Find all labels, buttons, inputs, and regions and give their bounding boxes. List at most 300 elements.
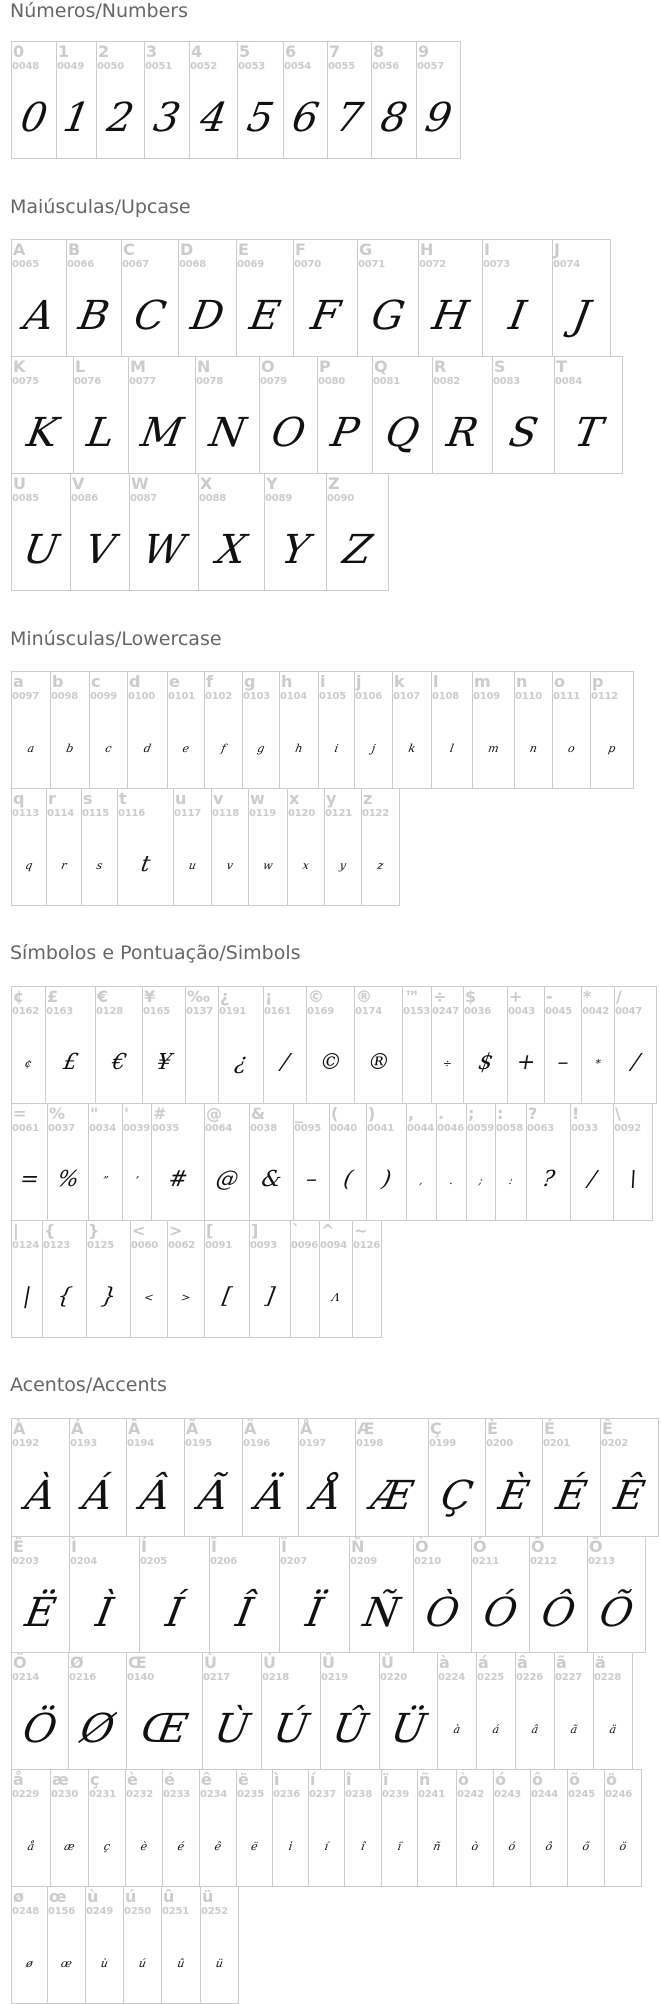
character-cell <box>432 356 493 474</box>
glyph-preview: W <box>139 527 189 573</box>
character-cell <box>202 1652 262 1770</box>
character-cell <box>493 1769 531 1887</box>
character-label: û <box>163 1887 175 1906</box>
character-code: 0228 <box>594 1672 622 1683</box>
character-label: p <box>592 672 604 691</box>
character-code: 0113 <box>12 808 40 819</box>
character-cell <box>495 1103 527 1221</box>
glyph-preview: Ó <box>480 1589 521 1636</box>
glyph-preview: 3 <box>150 95 184 141</box>
character-label: 5 <box>239 42 251 61</box>
glyph-preview: ø <box>25 1956 34 1970</box>
glyph-preview: 2 <box>103 95 138 141</box>
character-cell <box>173 788 212 906</box>
character-code: 0035 <box>152 1123 180 1134</box>
glyph-preview: ÷ <box>441 1056 454 1070</box>
glyph-preview: 9 <box>421 95 456 141</box>
glyph-preview: 6 <box>288 95 323 141</box>
glyph-preview: q <box>24 858 34 872</box>
character-label: a <box>13 672 24 691</box>
glyph-preview: à <box>452 1722 462 1736</box>
accents-grid-row <box>0 1652 661 1769</box>
character-label: Y <box>266 474 278 493</box>
character-code: 0067 <box>122 259 150 270</box>
character-label: \ <box>615 1104 621 1123</box>
character-cell <box>11 986 46 1104</box>
character-code: 0214 <box>12 1672 40 1683</box>
glyph-preview: á <box>491 1722 501 1736</box>
character-code: 0036 <box>464 1006 492 1017</box>
character-cell <box>11 671 51 789</box>
character-cell <box>463 986 508 1104</box>
character-code: 0053 <box>238 61 266 72</box>
character-label: ÷ <box>433 987 447 1006</box>
character-code: 0196 <box>243 1438 271 1449</box>
character-cell <box>529 1536 588 1653</box>
glyph-preview: o <box>567 741 576 755</box>
character-cell <box>279 1536 350 1653</box>
character-label: , <box>408 1104 415 1123</box>
character-code: 0120 <box>288 808 316 819</box>
character-code: 0121 <box>325 808 353 819</box>
character-label: * <box>583 987 592 1006</box>
character-code: 0057 <box>417 61 445 72</box>
character-label: Ø <box>70 1653 84 1672</box>
character-code: 0119 <box>249 808 277 819</box>
character-code: 0237 <box>309 1789 337 1800</box>
character-cell <box>354 986 403 1104</box>
character-cell <box>392 671 432 789</box>
character-code: 0100 <box>128 691 156 702</box>
character-cell <box>69 1418 127 1537</box>
character-code: 0153 <box>403 1006 431 1017</box>
character-cell <box>417 1769 457 1887</box>
character-code: 0043 <box>508 1006 536 1017</box>
character-cell <box>290 1220 320 1338</box>
character-code: 0193 <box>70 1438 98 1449</box>
glyph-preview: 0 <box>17 95 51 141</box>
character-label: ¥ <box>144 987 156 1006</box>
glyph-preview: B <box>75 293 113 339</box>
character-cell <box>272 1769 309 1887</box>
character-label: 2 <box>98 42 110 61</box>
glyph-preview: : <box>507 1173 515 1187</box>
character-label: Æ <box>357 1419 375 1438</box>
character-code: 0105 <box>319 691 347 702</box>
character-label: à <box>439 1653 450 1672</box>
glyph-preview: ¥ <box>154 1050 174 1075</box>
glyph-preview: ô <box>544 1839 554 1853</box>
character-label: v <box>213 789 224 808</box>
character-cell <box>317 356 373 474</box>
glyph-preview: Ê <box>610 1472 649 1519</box>
character-label: Œ <box>128 1653 147 1672</box>
glyph-preview: ( <box>341 1167 355 1192</box>
glyph-preview: > <box>180 1290 192 1304</box>
character-code: 0210 <box>414 1556 442 1567</box>
character-code: 0202 <box>601 1438 629 1449</box>
character-label: # <box>153 1104 167 1123</box>
character-label: Ê <box>602 1419 613 1438</box>
character-code: 0213 <box>588 1556 616 1567</box>
character-label: Ë <box>13 1537 24 1556</box>
glyph-preview: L <box>83 410 119 456</box>
character-label: 4 <box>191 42 203 61</box>
character-cell <box>11 1103 48 1221</box>
character-code: 0233 <box>163 1789 191 1800</box>
character-label: b <box>52 672 64 691</box>
character-cell <box>189 41 238 159</box>
character-cell <box>56 41 97 159</box>
character-cell <box>47 1886 86 2004</box>
character-cell <box>472 671 515 789</box>
character-label: w <box>250 789 265 808</box>
glyph-preview: ù <box>99 1956 110 1970</box>
character-label: : <box>497 1104 504 1123</box>
character-label: g <box>244 672 256 691</box>
character-label: ? <box>528 1104 538 1123</box>
character-cell <box>402 986 432 1104</box>
character-code: 0123 <box>43 1240 71 1251</box>
character-code: 0225 <box>477 1672 505 1683</box>
character-code: 0232 <box>126 1789 154 1800</box>
glyph-preview: I <box>505 293 530 339</box>
character-cell <box>248 788 288 906</box>
character-label: e <box>169 672 180 691</box>
character-code: 0238 <box>345 1789 373 1800</box>
character-label: Ó <box>473 1537 487 1556</box>
character-code: 0209 <box>350 1556 378 1567</box>
character-cell <box>117 788 174 906</box>
glyph-preview: ï <box>396 1839 403 1853</box>
character-label: î <box>346 1770 352 1789</box>
character-cell <box>379 1652 438 1770</box>
glyph-preview: G <box>367 293 409 339</box>
lowercase-grid-row <box>0 671 661 788</box>
glyph-preview: – <box>303 1167 320 1192</box>
character-code: 0192 <box>12 1438 40 1449</box>
character-cell <box>89 671 128 789</box>
character-cell <box>263 986 307 1104</box>
character-code: 0137 <box>186 1006 214 1017</box>
character-code: 0095 <box>294 1123 322 1134</box>
character-label: = <box>13 1104 27 1123</box>
glyph-preview: M <box>137 410 187 456</box>
character-cell <box>237 41 284 159</box>
glyph-preview: i <box>333 741 340 755</box>
character-cell <box>507 986 545 1104</box>
character-code: 0087 <box>130 493 158 504</box>
character-code: 0084 <box>555 376 583 387</box>
character-label: @ <box>206 1104 222 1123</box>
character-code: 0093 <box>250 1240 278 1251</box>
character-cell <box>428 1418 486 1537</box>
character-code: 0169 <box>307 1006 335 1017</box>
character-cell <box>127 671 168 789</box>
glyph-preview: Y <box>278 527 313 573</box>
glyph-preview: 5 <box>243 95 278 141</box>
character-code: 0156 <box>48 1906 76 1917</box>
character-code: 0091 <box>205 1240 233 1251</box>
character-label: L <box>75 357 86 376</box>
character-code: 0114 <box>47 808 75 819</box>
character-label: © <box>308 987 324 1006</box>
character-code: 0068 <box>179 259 207 270</box>
character-cell <box>121 239 179 357</box>
glyph-preview: 8 <box>377 95 411 141</box>
character-code: 0037 <box>48 1123 76 1134</box>
glyph-preview: ú <box>137 1956 148 1970</box>
character-label: Q <box>374 357 388 376</box>
character-code: 0251 <box>162 1906 190 1917</box>
character-label: Ñ <box>351 1537 365 1556</box>
character-cell <box>195 356 260 474</box>
glyph-preview: è <box>139 1839 149 1853</box>
character-label: ^ <box>321 1221 335 1240</box>
glyph-preview: Ü <box>387 1706 430 1752</box>
glyph-preview: ò <box>470 1839 480 1853</box>
glyph-preview <box>185 1031 219 1095</box>
character-code: 0059 <box>467 1123 495 1134</box>
character-label: å <box>13 1770 24 1789</box>
character-cell <box>514 671 553 789</box>
glyph-preview: Å <box>308 1472 346 1519</box>
character-label: q <box>13 789 25 808</box>
character-cell <box>416 41 461 159</box>
character-label: / <box>616 987 622 1006</box>
character-cell <box>125 1769 163 1887</box>
character-cell <box>526 1103 571 1221</box>
glyph-preview: f <box>220 741 227 755</box>
character-cell <box>144 41 190 159</box>
character-cell <box>162 1769 200 1887</box>
glyph-preview: ê <box>213 1839 223 1853</box>
character-label: Ï <box>281 1537 287 1556</box>
character-code: 0140 <box>127 1672 155 1683</box>
character-code: 0096 <box>291 1240 319 1251</box>
character-label: ' <box>124 1104 129 1123</box>
character-cell <box>11 1886 48 2004</box>
glyph-preview: û <box>176 1956 186 1970</box>
glyph-preview: œ <box>59 1956 74 1970</box>
character-code: 0055 <box>328 61 356 72</box>
section-heading-lowercase: Minúsculas/Lowercase <box>10 628 222 650</box>
character-label: Í <box>141 1537 147 1556</box>
character-code: 0038 <box>250 1123 278 1134</box>
character-code: 0219 <box>321 1672 349 1683</box>
symbols-grid-row <box>0 1220 661 1337</box>
glyph-preview: $ <box>476 1050 495 1075</box>
character-cell <box>319 1220 353 1338</box>
accents-grid-row <box>0 1418 661 1536</box>
character-cell <box>249 1103 294 1221</box>
character-label: n <box>516 672 528 691</box>
character-code: 0074 <box>553 259 581 270</box>
character-cell <box>236 239 294 357</box>
glyph-preview: * <box>594 1056 602 1070</box>
character-label: 1 <box>58 42 70 61</box>
character-cell <box>73 356 129 474</box>
character-code: 0063 <box>527 1123 555 1134</box>
character-cell <box>45 986 96 1104</box>
character-cell <box>326 473 389 591</box>
character-cell <box>287 788 325 906</box>
character-code: 0231 <box>89 1789 117 1800</box>
character-label: - <box>546 987 553 1006</box>
section-heading-symbols: Símbolos e Pontuação/Simbols <box>10 942 301 964</box>
character-cell <box>366 1103 407 1221</box>
character-label: Z <box>328 474 340 493</box>
character-code: 0073 <box>483 259 511 270</box>
glyph-preview: Û <box>329 1706 371 1752</box>
character-cell <box>200 1886 239 2004</box>
glyph-preview: + <box>514 1050 538 1075</box>
character-cell <box>11 1652 69 1770</box>
character-cell <box>42 1220 87 1338</box>
character-label: ì <box>274 1770 280 1789</box>
character-code: 0218 <box>262 1672 290 1683</box>
upcase-grid-row <box>0 239 661 356</box>
character-label: Â <box>128 1419 141 1438</box>
character-code: 0205 <box>140 1556 168 1567</box>
glyph-preview: C <box>130 293 170 339</box>
character-label: Å <box>300 1419 313 1438</box>
character-code: 0235 <box>237 1789 265 1800</box>
character-label: Á <box>71 1419 84 1438</box>
character-cell <box>130 1220 168 1338</box>
character-code: 0206 <box>210 1556 238 1567</box>
character-label: Ô <box>531 1537 545 1556</box>
character-cell <box>372 356 433 474</box>
character-code: 0204 <box>70 1556 98 1567</box>
character-label: & <box>251 1104 265 1123</box>
character-cell <box>122 1103 152 1221</box>
character-code: 0200 <box>486 1438 514 1449</box>
character-cell <box>600 1418 659 1537</box>
character-code: 0044 <box>407 1123 435 1134</box>
character-label: | <box>13 1221 19 1240</box>
character-code: 0250 <box>124 1906 152 1917</box>
accents-grid-row <box>0 1769 661 1886</box>
glyph-preview <box>290 1265 320 1329</box>
character-cell <box>161 1886 201 2004</box>
character-cell <box>261 1652 321 1770</box>
character-code: 0088 <box>199 493 227 504</box>
character-cell <box>151 1103 205 1221</box>
glyph-preview: í <box>323 1839 330 1853</box>
character-cell <box>614 986 657 1104</box>
glyph-preview: & <box>259 1167 284 1192</box>
character-label: [ <box>206 1221 214 1240</box>
glyph-preview: Λ <box>330 1290 342 1304</box>
character-code: 0128 <box>96 1006 124 1017</box>
character-code: 0115 <box>82 808 110 819</box>
character-cell <box>552 671 591 789</box>
glyph-preview: ö <box>618 1839 628 1853</box>
character-code: 0227 <box>555 1672 583 1683</box>
character-label: i <box>320 672 326 691</box>
glyph-preview: n <box>528 741 539 755</box>
character-code: 0034 <box>89 1123 117 1134</box>
character-cell <box>218 986 264 1104</box>
character-cell <box>85 1886 124 2004</box>
character-cell <box>259 356 318 474</box>
character-cell <box>593 1652 633 1770</box>
glyph-preview: Æ <box>367 1472 417 1519</box>
character-code: 0111 <box>553 691 581 702</box>
character-code: 0201 <box>543 1438 571 1449</box>
character-cell <box>47 1103 89 1221</box>
glyph-preview: D <box>187 293 228 339</box>
glyph-preview: È <box>495 1472 533 1519</box>
character-code: 0070 <box>294 259 322 270</box>
character-code: 0054 <box>284 61 312 72</box>
character-cell <box>129 473 199 591</box>
character-code: 0116 <box>118 808 146 819</box>
character-cell <box>46 788 82 906</box>
character-code: 0041 <box>367 1123 395 1134</box>
glyph-preview: v <box>225 858 235 872</box>
glyph-preview: h <box>294 741 304 755</box>
character-cell <box>318 671 355 789</box>
character-label: ® <box>356 987 372 1006</box>
character-cell <box>298 1418 356 1537</box>
character-code: 0249 <box>86 1906 114 1917</box>
glyph-preview: ] <box>263 1284 277 1309</box>
character-label: € <box>97 987 109 1006</box>
character-cell <box>128 356 196 474</box>
glyph-preview: ® <box>365 1050 392 1075</box>
character-code: 0047 <box>615 1006 643 1017</box>
character-cell <box>204 671 243 789</box>
glyph-preview: É <box>552 1472 591 1519</box>
glyph-preview: 1 <box>59 95 94 141</box>
glyph-preview: { <box>55 1284 74 1309</box>
character-label: W <box>131 474 149 493</box>
character-code: 0212 <box>530 1556 558 1567</box>
character-cell <box>581 986 615 1104</box>
character-code: 0239 <box>382 1789 410 1800</box>
glyph-preview: = <box>18 1167 42 1192</box>
character-code: 0075 <box>12 376 40 387</box>
character-label: } <box>88 1221 100 1240</box>
character-label: ò <box>458 1770 469 1789</box>
glyph-preview: ä <box>608 1722 618 1736</box>
character-label: c <box>91 672 101 691</box>
character-code: 0229 <box>12 1789 40 1800</box>
character-code: 0083 <box>493 376 521 387</box>
character-label: o <box>554 672 565 691</box>
character-label: 3 <box>146 42 158 61</box>
glyph-preview: Ë <box>21 1589 60 1636</box>
character-cell <box>344 1769 382 1887</box>
character-label: í <box>310 1770 316 1789</box>
character-cell <box>293 239 358 357</box>
glyph-preview: < <box>143 1290 155 1304</box>
character-label: R <box>434 357 447 376</box>
character-cell <box>11 356 74 474</box>
character-label: £ <box>47 987 59 1006</box>
glyph-preview: Œ <box>137 1706 192 1752</box>
character-cell <box>242 671 280 789</box>
character-cell <box>324 788 362 906</box>
character-label: ø <box>13 1887 24 1906</box>
character-code: 0117 <box>174 808 202 819</box>
character-label: + <box>509 987 523 1006</box>
glyph-preview: À <box>21 1472 59 1519</box>
character-cell <box>86 1220 131 1338</box>
character-cell <box>178 239 237 357</box>
